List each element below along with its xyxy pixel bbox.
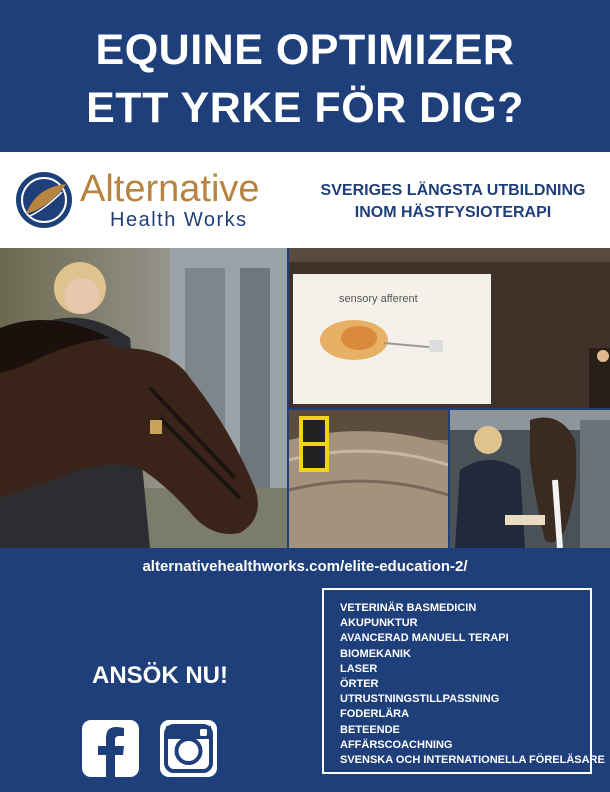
course-item: UTRUSTNINGSTILLPASSNING	[340, 693, 500, 706]
brand-band	[0, 152, 610, 248]
course-item: AVANCERAD MANUELL TERAPI	[340, 632, 509, 645]
course-item: AKUPUNKTUR	[340, 617, 418, 630]
course-item: LASER	[340, 662, 378, 675]
tagline-line-1: SVERIGES LÄNGSTA UTBILDNING	[320, 182, 586, 199]
facebook-icon[interactable]	[82, 720, 139, 777]
leaf-circle-icon	[14, 170, 74, 230]
course-list	[324, 590, 605, 768]
headline-line-1: EQUINE OPTIMIZER	[95, 26, 515, 74]
photo-woman-with-horse	[0, 248, 287, 548]
website-url[interactable]: alternativehealthworks.com/elite-education-2/	[142, 558, 468, 575]
tagline	[300, 180, 606, 224]
course-item: AFFÄRSCOACHNING	[340, 738, 453, 751]
headline-line-2: ETT YRKE FÖR DIG?	[86, 84, 524, 132]
photo-lecture-slide	[289, 248, 610, 408]
course-item: SVENSKA OCH INTERNATIONELLA FÖRELÄSARE	[340, 754, 605, 767]
photo-stable-treatment	[450, 410, 610, 548]
apply-now-label: ANSÖK NU!	[92, 662, 228, 689]
course-list-box	[322, 588, 605, 774]
slide-title: sensory afferent	[339, 293, 418, 305]
tagline-line-2: INOM HÄSTFYSIOTERAPI	[354, 204, 552, 221]
title-block	[0, 0, 610, 152]
course-item: BIOMEKANIK	[340, 647, 411, 660]
course-item: FODERLÄRA	[340, 708, 410, 721]
photo-collage	[0, 248, 610, 548]
photo-horse-coat	[289, 410, 448, 548]
brand-name-top: Alternative	[80, 168, 260, 210]
brand-name-bottom: Health Works	[110, 209, 248, 231]
course-item: VETERINÄR BASMEDICIN	[340, 602, 477, 614]
course-item: ÖRTER	[340, 678, 379, 691]
instagram-icon[interactable]	[160, 720, 217, 777]
course-item: BETEENDE	[340, 723, 400, 736]
